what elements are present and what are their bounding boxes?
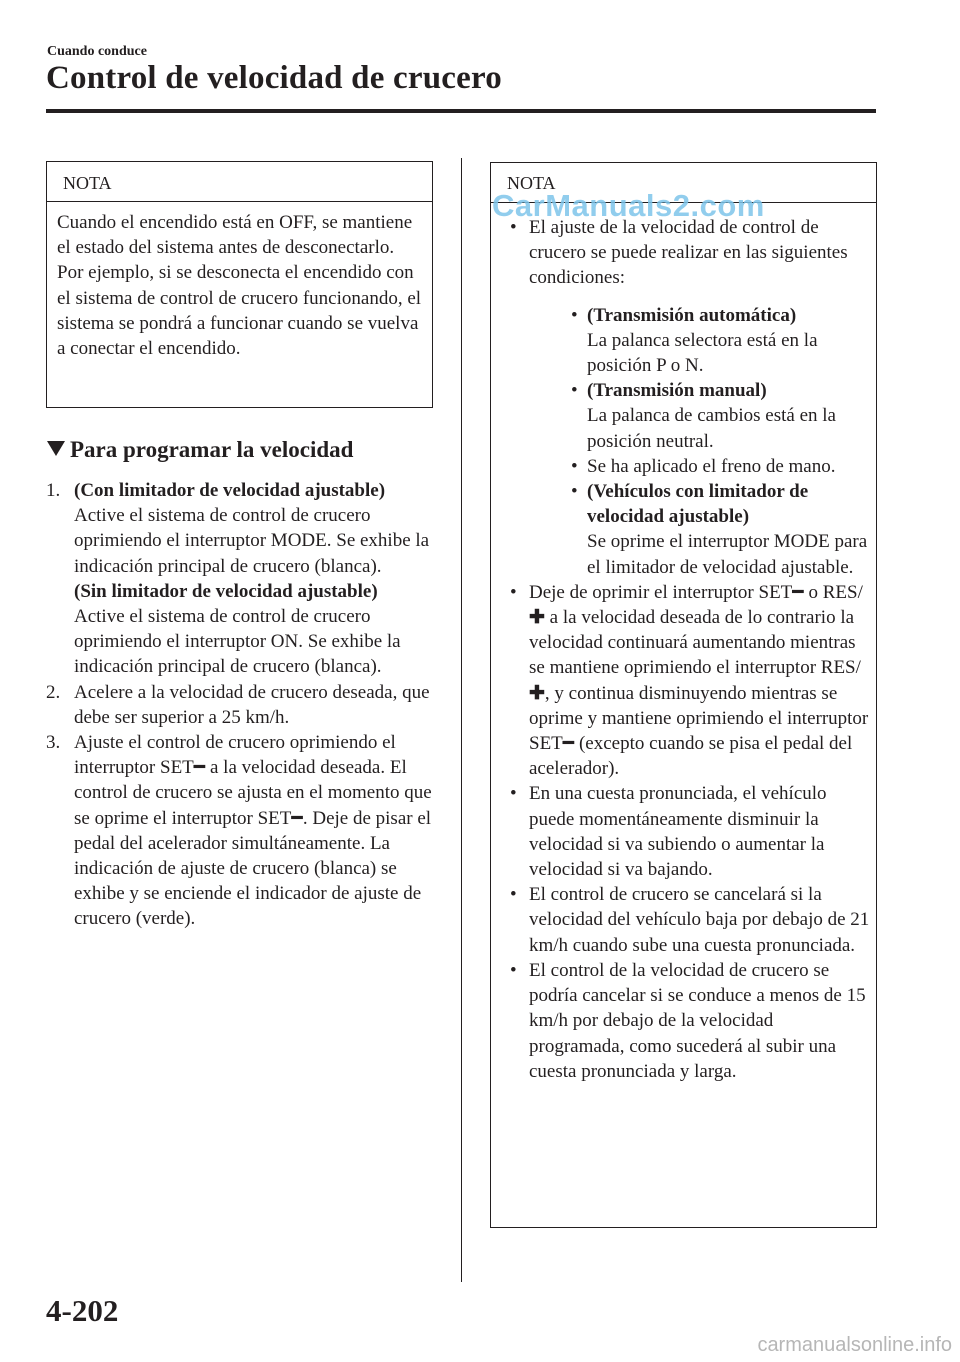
section-heading-text: Para programar la velocidad <box>70 437 354 462</box>
step-text: Active el sistema de control de crucero oprimiendo el interruptor MODE. Se exhibe la indicación principal de crucero (blanca). <box>74 505 430 577</box>
step-number: 3. <box>46 732 61 754</box>
note-box-right <box>490 162 877 1228</box>
text-run: a la velocidad deseada. El control de crucero se ajusta en el momento que se oprime el interruptor SET <box>74 757 432 829</box>
section-heading <box>47 437 353 463</box>
minus-icon: ━ <box>291 807 303 829</box>
step-text <box>74 730 441 932</box>
text-run: (excepto cuando se pisa el pedal del acelerador). <box>529 733 853 780</box>
sub-list-item <box>529 303 870 379</box>
plus-icon: ✚ <box>529 607 545 629</box>
bullet-icon: • <box>510 581 517 603</box>
sub-item-text: La palanca selectora está en la posición P o N. <box>587 329 818 377</box>
bullet-icon: • <box>510 783 517 805</box>
step-number: 2. <box>46 681 61 703</box>
text-run: o RES/ <box>803 581 863 603</box>
bullet-icon: • <box>571 380 578 402</box>
step-item <box>46 680 441 730</box>
list-item <box>491 781 870 882</box>
bullet-icon: • <box>571 304 578 326</box>
list-item-text: En una cuesta pronunciada, el vehículo puede momentáneamente disminuir la velocidad si va subiendo o aumentar la velocidad si va bajando. <box>529 783 827 881</box>
sub-item-text: Se ha aplicado el freno de mano. <box>587 455 836 477</box>
column-divider <box>461 158 462 1282</box>
list-item <box>491 882 870 958</box>
steps-list <box>46 478 441 932</box>
note-body: Cuando el encendido está en OFF, se mantiene el estado del sistema antes de desconectarlo. Por ejemplo, si se desconecta el encendido con el sistema de control de crucero funcionando, el sistema se pondrá a funcionar cuando se vuelva a conectar el encendido. <box>57 212 422 360</box>
list-item-text <box>529 580 870 782</box>
sub-item-title: (Transmisión automática) <box>587 304 797 326</box>
list-item-text: El control de crucero se cancelará si la velocidad del vehículo baja por debajo de 21 km/h cuando sube una cuesta pronunciada. <box>529 884 870 956</box>
sub-list-item <box>529 454 870 479</box>
footer-watermark-url: carmanualsonline.info <box>757 1334 952 1356</box>
bullet-icon: • <box>571 481 578 503</box>
list-item <box>491 580 870 782</box>
list-item <box>491 215 870 580</box>
text-run: a la velocidad deseada de lo contrario la velocidad continuará aumentando mientras se mantiene oprimiendo el interruptor RES/ <box>529 607 861 679</box>
step-condition-title: (Sin limitador de velocidad ajustable) <box>74 580 378 602</box>
text-run: Deje de oprimir el interruptor SET <box>529 581 793 603</box>
page-number: 4-202 <box>46 1293 119 1328</box>
text-run: . Deje de pisar el pedal del acelerador simultáneamente. La indicación de ajuste de crucero (blanca) se exhibe y se enciende el indicador de ajuste de crucero (verde). <box>74 807 432 930</box>
bullet-icon: • <box>510 217 517 238</box>
note-box-left <box>46 161 433 408</box>
page-title: Control de velocidad de crucero <box>46 60 502 96</box>
note-heading: NOTA <box>47 162 432 202</box>
list-item-text: El ajuste de la velocidad de control de crucero se puede realizar en las siguientes condiciones: <box>529 217 848 289</box>
note-heading: NOTA <box>491 163 876 203</box>
step-item <box>46 478 441 680</box>
header-section-label: Cuando conduce <box>47 44 147 59</box>
sub-list <box>529 303 870 580</box>
step-item <box>46 730 441 932</box>
bullet-icon: • <box>510 884 517 906</box>
list-item <box>491 958 870 1084</box>
sub-item-text: Se oprime el interruptor MODE para el limitador de velocidad ajustable. <box>587 531 868 578</box>
note-body <box>491 203 876 1084</box>
minus-icon: ━ <box>562 733 575 755</box>
minus-icon: ━ <box>193 757 206 779</box>
triangle-bullet-icon <box>47 441 65 456</box>
step-condition-title: (Con limitador de velocidad ajustable) <box>74 480 386 501</box>
sub-item-text: La palanca de cambios está en la posición neutral. <box>587 405 836 452</box>
sub-list-item <box>529 479 870 580</box>
plus-icon: ✚ <box>529 682 545 704</box>
bullet-icon: • <box>510 959 517 981</box>
step-text: Acelere a la velocidad de crucero deseada, que debe ser superior a 25 km/h. <box>74 681 430 728</box>
watermark-logo: CarManuals2.com <box>492 188 765 223</box>
step-text: Active el sistema de control de crucero oprimiendo el interruptor ON. Se exhibe la indicación principal de crucero (blanca). <box>74 606 401 678</box>
list-item-text: El control de la velocidad de crucero se podría cancelar si se conduce a menos de 15 km/h por debajo de la velocidad programada, como sucederá al subir una cuesta pronunciada y larga. <box>529 959 866 1082</box>
text-run: , y continua disminuyendo mientras se oprime y mantiene oprimiendo el interruptor SET <box>529 682 869 755</box>
step-number: 1. <box>46 480 61 501</box>
sub-item-title: (Transmisión manual) <box>587 380 767 402</box>
bullet-icon: • <box>571 455 578 477</box>
text-run: Ajuste el control de crucero oprimiendo el interruptor SET <box>74 732 396 779</box>
sub-list-item <box>529 378 870 454</box>
header-rule <box>46 109 876 113</box>
sub-item-title: (Vehículos con limitador de velocidad ajustable) <box>587 481 809 528</box>
minus-icon: ━ <box>792 581 804 603</box>
